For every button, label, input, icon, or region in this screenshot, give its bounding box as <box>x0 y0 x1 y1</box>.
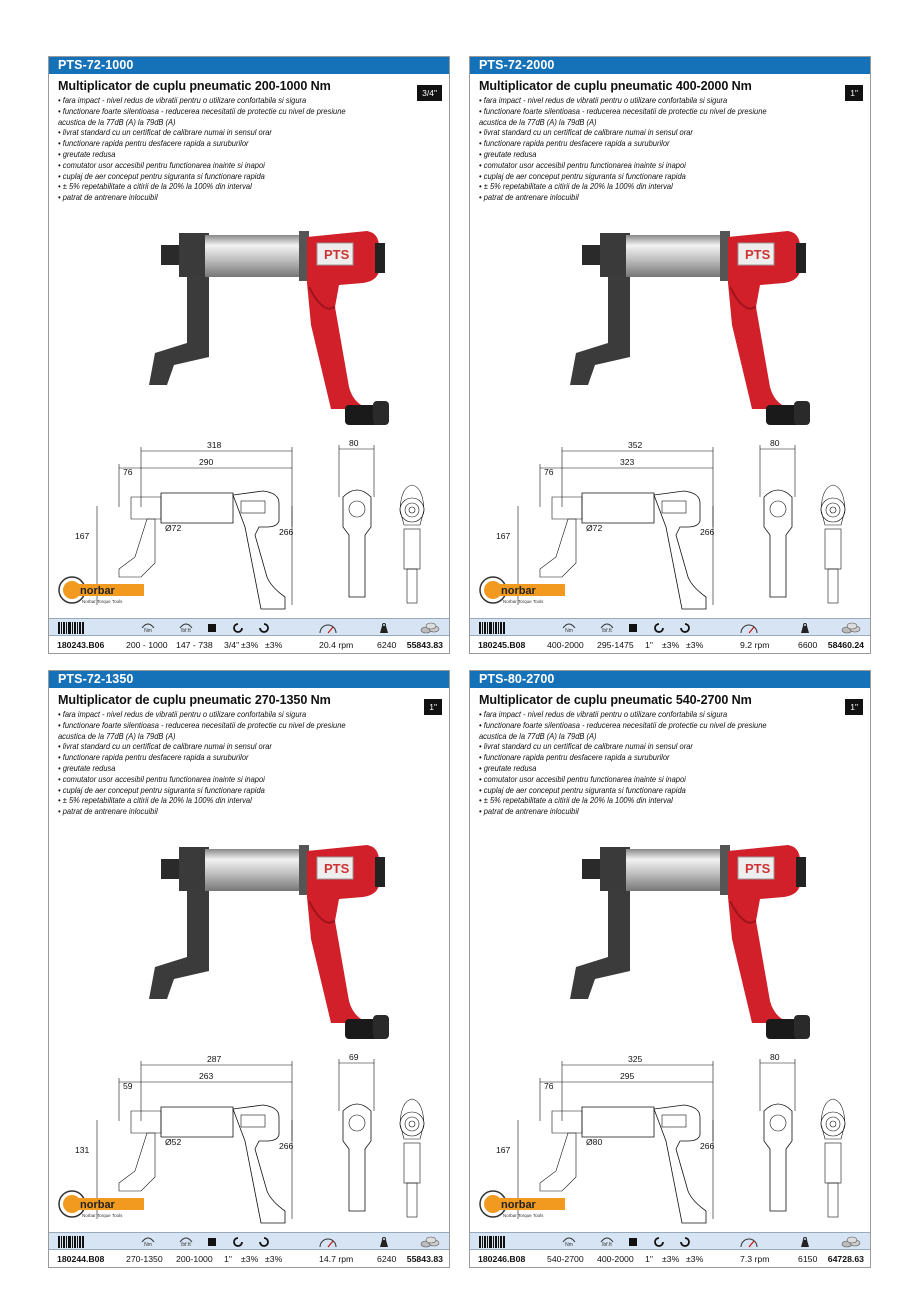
dim-total: 325 <box>628 1054 643 1064</box>
feature-item: • functionare rapida pentru desfacere rapida a suruburilor <box>58 753 249 763</box>
accuracy-ccw: ±3% <box>686 640 704 650</box>
product-card <box>48 56 450 654</box>
dimension-labels <box>496 438 780 541</box>
tool-photo <box>149 845 389 1039</box>
tool-illustration <box>470 57 872 617</box>
feature-item: • functionare foarte silentioasa - reducerea necesitatii de protectie cu nivel de presiune <box>479 106 767 116</box>
product-code: 180244.B08 <box>57 1254 105 1264</box>
square-drive-icon <box>626 621 640 635</box>
free-speed: 14.7 rpm <box>319 1254 354 1264</box>
product-title: Multiplicator de cuplu pneumatic 270-1350 Nm <box>58 693 331 707</box>
spec-icon-strip <box>470 1232 870 1250</box>
feature-item: • greutate redusa <box>58 149 116 159</box>
square-drive-value: 1" <box>645 640 653 650</box>
logo-tagline: Norbar Torque Tools <box>82 1213 123 1218</box>
product-title: Multiplicator de cuplu pneumatic 200-1000 Nm <box>58 79 331 93</box>
accuracy-ccw: ±3% <box>265 640 283 650</box>
weight-icon <box>798 621 812 635</box>
dim-dia: Ø80 <box>586 1137 603 1147</box>
spec-icon-strip <box>49 618 449 636</box>
speed-gauge-icon <box>317 1235 339 1249</box>
clockwise-icon <box>231 621 245 635</box>
price-coins-icon <box>840 621 864 635</box>
dim-height: 266 <box>279 527 294 537</box>
feature-item: • fara impact - nivel redus de vibratii pentru o utilizare confortabila si sigura <box>58 96 307 105</box>
feature-item: acustica de la 77dB (A) la 79dB (A) <box>479 117 597 127</box>
dim-width: 80 <box>349 438 359 448</box>
weight-value: 6240 <box>377 640 397 650</box>
clockwise-icon <box>652 1235 666 1249</box>
svg-text:PTS: PTS <box>324 861 350 876</box>
torque-nm: 400-2000 <box>547 640 584 650</box>
dim-arm: 167 <box>496 531 511 541</box>
square-drive-value: 1" <box>224 1254 232 1264</box>
feature-item: • livrat standard cu un certificat de calibrare numai in sensul orar <box>479 742 693 752</box>
torque-lbf-icon: lbf.ft <box>173 1235 199 1249</box>
feature-item: • functionare rapida pentru desfacere rapida a suruburilor <box>58 139 249 149</box>
feature-item: • livrat standard cu un certificat de calibrare numai in sensul orar <box>479 128 693 138</box>
product-model-header: PTS-72-1000 <box>49 57 449 74</box>
speed-gauge-icon <box>317 621 339 635</box>
product-model-header: PTS-72-1350 <box>49 671 449 688</box>
price: 64728.63 <box>827 1254 864 1264</box>
product-model-header: PTS-80-2700 <box>470 671 870 688</box>
square-drive-icon <box>626 1235 640 1249</box>
feature-item: • comutator usor accesibil pentru functionarea inainte si inapoi <box>58 160 265 170</box>
torque-nm-icon: Nm <box>556 1235 582 1249</box>
product-title: Multiplicator de cuplu pneumatic 540-2700 Nm <box>479 693 752 707</box>
product-title: Multiplicator de cuplu pneumatic 400-2000 Nm <box>479 79 752 93</box>
tool-photo <box>149 231 389 425</box>
feature-item: • patrat de antrenare inlocuibil <box>58 807 158 817</box>
price-coins-icon <box>419 1235 443 1249</box>
logo-tagline: Norbar Torque Tools <box>503 599 544 604</box>
feature-item: acustica de la 77dB (A) la 79dB (A) <box>58 731 176 741</box>
torque-lbf-icon: lbf.ft <box>173 621 199 635</box>
spec-icon-strip <box>49 1232 449 1250</box>
square-drive-value: 3/4" <box>224 640 240 650</box>
weight-value: 6150 <box>798 1254 818 1264</box>
norbar-logo <box>58 574 148 606</box>
dimension-labels <box>75 438 359 541</box>
torque-lbf-icon: lbf.ft <box>594 621 620 635</box>
dim-total: 318 <box>207 440 222 450</box>
barcode-icon <box>57 621 85 635</box>
speed-gauge-icon <box>738 1235 760 1249</box>
barcode-icon <box>57 1235 85 1249</box>
price-coins-icon <box>419 621 443 635</box>
product-card <box>469 56 871 654</box>
dim-offset: 59 <box>123 1081 133 1091</box>
spec-icon-strip <box>470 618 870 636</box>
accuracy-cw: ±3% <box>241 1254 259 1264</box>
price: 55843.83 <box>406 1254 443 1264</box>
free-speed: 9.2 rpm <box>740 640 770 650</box>
square-drive-badge: 3/4" <box>417 85 442 101</box>
barcode-icon <box>478 621 506 635</box>
weight-icon <box>798 1235 812 1249</box>
feature-item: • ± 5% repetabilitate a citirii de la 20% la 100% din interval <box>58 796 252 806</box>
tool-illustration <box>49 671 451 1231</box>
dim-height: 266 <box>279 1141 294 1151</box>
dim-dia: Ø52 <box>165 1137 182 1147</box>
accuracy-cw: ±3% <box>662 1254 680 1264</box>
dim-body: 295 <box>620 1071 635 1081</box>
product-card <box>48 670 450 1268</box>
tool-illustration <box>49 57 451 617</box>
torque-lbf: 200-1000 <box>176 1254 213 1264</box>
counterclockwise-icon <box>678 621 692 635</box>
feature-item: • ± 5% repetabilitate a citirii de la 20% la 100% din interval <box>58 182 252 192</box>
product-code: 180243.B06 <box>57 640 105 650</box>
torque-nm: 540-2700 <box>547 1254 584 1264</box>
feature-item: • fara impact - nivel redus de vibratii pentru o utilizare confortabila si sigura <box>479 96 728 105</box>
feature-item: • livrat standard cu un certificat de calibrare numai in sensul orar <box>58 742 272 752</box>
square-drive-icon <box>205 1235 219 1249</box>
clockwise-icon <box>231 1235 245 1249</box>
torque-nm: 200 - 1000 <box>126 640 168 650</box>
dim-height: 266 <box>700 1141 715 1151</box>
feature-item: • ± 5% repetabilitate a citirii de la 20% la 100% din interval <box>479 182 673 192</box>
spec-data-row <box>470 637 870 654</box>
torque-nm-icon: Nm <box>556 621 582 635</box>
torque-lbf: 147 - 738 <box>176 640 213 650</box>
dim-total: 352 <box>628 440 643 450</box>
feature-item: • greutate redusa <box>479 763 537 773</box>
dim-width: 80 <box>770 1052 780 1062</box>
clockwise-icon <box>652 621 666 635</box>
dim-width: 80 <box>770 438 780 448</box>
logo-wordmark: norbar <box>501 1199 536 1211</box>
counterclockwise-icon <box>678 1235 692 1249</box>
dim-offset: 76 <box>544 1081 554 1091</box>
dim-offset: 76 <box>123 467 133 477</box>
counterclockwise-icon <box>257 621 271 635</box>
spec-data-row <box>49 1251 449 1268</box>
tool-photo <box>570 845 810 1039</box>
speed-gauge-icon <box>738 621 760 635</box>
dim-height: 266 <box>700 527 715 537</box>
dimension-labels <box>75 1052 359 1155</box>
feature-item: • patrat de antrenare inlocuibil <box>479 193 579 203</box>
dim-body: 290 <box>199 457 214 467</box>
norbar-logo <box>58 1188 148 1220</box>
logo-wordmark: norbar <box>80 585 115 597</box>
tool-illustration <box>470 671 872 1231</box>
accuracy-cw: ±3% <box>662 640 680 650</box>
torque-lbf: 400-2000 <box>597 1254 634 1264</box>
norbar-logo <box>479 574 569 606</box>
feature-item: • comutator usor accesibil pentru functionarea inainte si inapoi <box>479 160 686 170</box>
free-speed: 7.3 rpm <box>740 1254 770 1264</box>
logo-wordmark: norbar <box>501 585 536 597</box>
accuracy-ccw: ±3% <box>686 1254 704 1264</box>
feature-item: • fara impact - nivel redus de vibratii pentru o utilizare confortabila si sigura <box>58 710 307 719</box>
feature-item: • functionare rapida pentru desfacere rapida a suruburilor <box>479 753 670 763</box>
counterclockwise-icon <box>257 1235 271 1249</box>
square-drive-icon <box>205 621 219 635</box>
accuracy-cw: ±3% <box>241 640 259 650</box>
accuracy-ccw: ±3% <box>265 1254 283 1264</box>
dim-offset: 76 <box>544 467 554 477</box>
feature-item: • greutate redusa <box>479 149 537 159</box>
svg-text:PTS: PTS <box>324 247 350 262</box>
dim-body: 263 <box>199 1071 214 1081</box>
weight-icon <box>377 621 391 635</box>
square-drive-value: 1" <box>645 1254 653 1264</box>
weight-icon <box>377 1235 391 1249</box>
svg-text:PTS: PTS <box>745 247 771 262</box>
feature-item: • comutator usor accesibil pentru functionarea inainte si inapoi <box>58 774 265 784</box>
torque-lbf: 295-1475 <box>597 640 634 650</box>
dim-dia: Ø72 <box>165 523 182 533</box>
dim-arm: 131 <box>75 1145 90 1155</box>
feature-item: • ± 5% repetabilitate a citirii de la 20% la 100% din interval <box>479 796 673 806</box>
torque-lbf-icon: lbf.ft <box>594 1235 620 1249</box>
feature-item: • patrat de antrenare inlocuibil <box>58 193 158 203</box>
feature-item: • fara impact - nivel redus de vibratii pentru o utilizare confortabila si sigura <box>479 710 728 719</box>
logo-tagline: Norbar Torque Tools <box>503 1213 544 1218</box>
dim-dia: Ø72 <box>586 523 603 533</box>
feature-item: • functionare foarte silentioasa - reducerea necesitatii de protectie cu nivel de presiune <box>479 720 767 730</box>
dim-width: 69 <box>349 1052 359 1062</box>
feature-item: • functionare rapida pentru desfacere rapida a suruburilor <box>479 139 670 149</box>
weight-value: 6240 <box>377 1254 397 1264</box>
tool-photo <box>570 231 810 425</box>
dim-arm: 167 <box>75 531 90 541</box>
product-code: 180245.B08 <box>478 640 526 650</box>
price: 55843.83 <box>406 640 443 650</box>
spec-data-row <box>470 1251 870 1268</box>
weight-value: 6600 <box>798 640 818 650</box>
dim-arm: 167 <box>496 1145 511 1155</box>
square-drive-badge: 1" <box>845 85 863 101</box>
norbar-logo <box>479 1188 569 1220</box>
price-coins-icon <box>840 1235 864 1249</box>
product-card <box>469 670 871 1268</box>
feature-item: • livrat standard cu un certificat de calibrare numai in sensul orar <box>58 128 272 138</box>
dimension-labels <box>496 1052 780 1155</box>
feature-item: • greutate redusa <box>58 763 116 773</box>
feature-item: • cuplaj de aer conceput pentru siguranta si functionare rapida <box>479 785 686 795</box>
feature-item: • cuplaj de aer conceput pentru siguranta si functionare rapida <box>479 171 686 181</box>
square-drive-badge: 1" <box>845 699 863 715</box>
torque-nm-icon: Nm <box>135 1235 161 1249</box>
product-code: 180246.B08 <box>478 1254 526 1264</box>
logo-wordmark: norbar <box>80 1199 115 1211</box>
feature-item: • functionare foarte silentioasa - reducerea necesitatii de protectie cu nivel de presiune <box>58 720 346 730</box>
free-speed: 20.4 rpm <box>319 640 354 650</box>
feature-item: acustica de la 77dB (A) la 79dB (A) <box>479 731 597 741</box>
spec-data-row <box>49 637 449 654</box>
dim-total: 287 <box>207 1054 222 1064</box>
torque-nm: 270-1350 <box>126 1254 163 1264</box>
logo-tagline: Norbar Torque Tools <box>82 599 123 604</box>
price: 58460.24 <box>827 640 864 650</box>
barcode-icon <box>478 1235 506 1249</box>
square-drive-badge: 1" <box>424 699 442 715</box>
feature-item: • functionare foarte silentioasa - reducerea necesitatii de protectie cu nivel de presiune <box>58 106 346 116</box>
svg-text:PTS: PTS <box>745 861 771 876</box>
feature-item: • cuplaj de aer conceput pentru siguranta si functionare rapida <box>58 785 265 795</box>
dim-body: 323 <box>620 457 635 467</box>
feature-item: acustica de la 77dB (A) la 79dB (A) <box>58 117 176 127</box>
feature-item: • comutator usor accesibil pentru functionarea inainte si inapoi <box>479 774 686 784</box>
torque-nm-icon: Nm <box>135 621 161 635</box>
feature-item: • patrat de antrenare inlocuibil <box>479 807 579 817</box>
product-model-header: PTS-72-2000 <box>470 57 870 74</box>
feature-item: • cuplaj de aer conceput pentru siguranta si functionare rapida <box>58 171 265 181</box>
